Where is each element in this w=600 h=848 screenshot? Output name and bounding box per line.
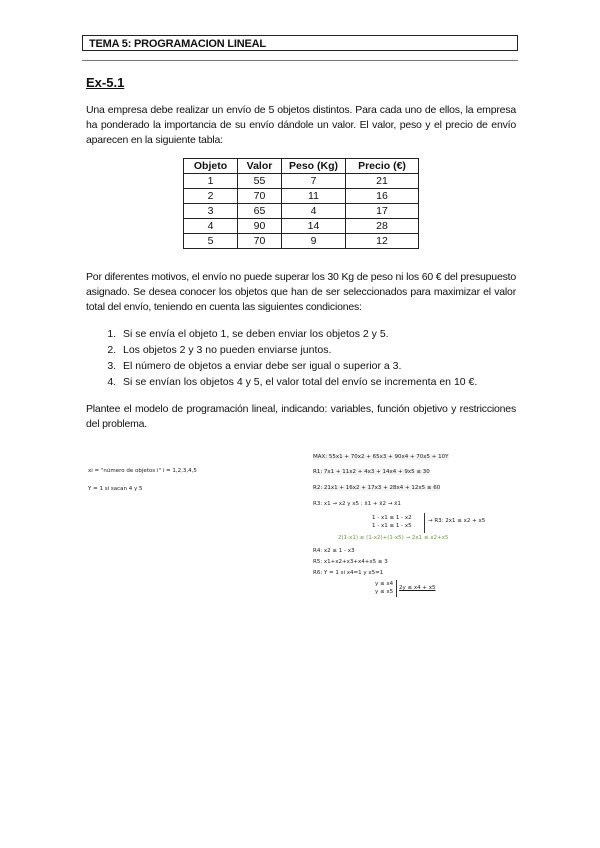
table-cell: 16 bbox=[346, 189, 419, 204]
header-title: TEMA 5: PROGRAMACION LINEAL bbox=[89, 38, 266, 50]
intro-paragraph: Una empresa debe realizar un envío de 5 objetos distintos. Para cada uno de ellos, la empresa ha ponderado la importancia de su envío dándole un valor. El valor, peso y el precio de envío aparecen en la siguiente tabla: bbox=[86, 104, 516, 146]
handwritten-r5: R5: x1+x2+x3+x4+x5 ≥ 3 bbox=[313, 559, 388, 565]
table-row bbox=[184, 174, 419, 189]
handwritten-r1: R1: 7x1 + 11x2 + 4x3 + 14x4 + 9x5 ≤ 30 bbox=[313, 469, 430, 475]
table-row bbox=[184, 234, 419, 249]
conditions-list bbox=[86, 326, 519, 390]
data-table bbox=[183, 158, 419, 249]
table-cell: 65 bbox=[238, 204, 282, 219]
header-divider bbox=[82, 60, 518, 61]
header-title-box bbox=[82, 35, 518, 51]
table-cell: 17 bbox=[346, 204, 419, 219]
handwritten-bracket bbox=[396, 580, 397, 597]
handwritten-r6b: y ≤ x5 bbox=[375, 589, 394, 595]
table-cell: 14 bbox=[282, 219, 346, 234]
table-row bbox=[184, 204, 419, 219]
table-cell: 11 bbox=[282, 189, 346, 204]
table-header-row bbox=[184, 159, 419, 174]
exercise-title: Ex-5.1 bbox=[86, 75, 125, 90]
table-header: Peso (Kg) bbox=[282, 159, 346, 174]
table-cell: 70 bbox=[238, 234, 282, 249]
list-item: 3. El número de objetos a enviar debe ser igual o superior a 3. bbox=[119, 358, 519, 374]
handwritten-green-note: 2(1-x1) ≥ (1-x2)+(1-x5) → 2x1 ≤ x2+x5 bbox=[338, 535, 449, 541]
table-cell: 1 bbox=[184, 174, 238, 189]
table-cell: 28 bbox=[346, 219, 419, 234]
handwritten-objective: MAX: 55x1 + 70x2 + 65x3 + 90x4 + 70x5 + 10Y bbox=[313, 454, 449, 460]
handwritten-r3: R3: x1 → x2 y x5 : x̄1 + x̄2 → x̄1 bbox=[313, 501, 401, 507]
table-cell: 90 bbox=[238, 219, 282, 234]
handwritten-r2: R2: 21x1 + 16x2 + 17x3 + 28x4 + 12x5 ≤ 60 bbox=[313, 485, 441, 491]
table-cell: 21 bbox=[346, 174, 419, 189]
task-paragraph: Plantee el modelo de programación lineal, indicando: variables, función objetivo y restricciones del problema. bbox=[86, 403, 516, 430]
table-row bbox=[184, 219, 419, 234]
table-cell: 12 bbox=[346, 234, 419, 249]
table-cell: 5 bbox=[184, 234, 238, 249]
constraints-paragraph: Por diferentes motivos, el envío no puede superar los 30 Kg de peso ni los 60 € del presupuesto asignado. Se desea conocer los objetos que han de ser seleccionados para maximizar el valor total del envío, teniendo en cuenta las siguientes condiciones: bbox=[86, 271, 516, 313]
handwritten-r3a: 1 - x1 ≤ 1 - x2 bbox=[372, 515, 412, 521]
handwritten-y-definition: Y = 1 si sacan 4 y 5 bbox=[88, 486, 143, 492]
table-cell: 7 bbox=[282, 174, 346, 189]
handwritten-r3c: → R3: 2x1 ≤ x2 + x5 bbox=[428, 518, 486, 524]
table-header: Precio (€) bbox=[346, 159, 419, 174]
table-cell: 2 bbox=[184, 189, 238, 204]
table-cell: 4 bbox=[282, 204, 346, 219]
list-item: 2. Los objetos 2 y 3 no pueden enviarse juntos. bbox=[119, 342, 519, 358]
handwritten-variable-definition: xi = "número de objetos i" i = 1,2,3,4,5 bbox=[88, 468, 197, 474]
table-cell: 9 bbox=[282, 234, 346, 249]
table-cell: 4 bbox=[184, 219, 238, 234]
handwritten-r3b: 1 - x1 ≤ 1 - x5 bbox=[372, 523, 412, 529]
table-cell: 3 bbox=[184, 204, 238, 219]
table-cell: 55 bbox=[238, 174, 282, 189]
table-header: Objeto bbox=[184, 159, 238, 174]
handwritten-r6a: y ≤ x4 bbox=[375, 581, 394, 587]
handwritten-r6c: 2y ≤ x4 + x5 bbox=[399, 585, 436, 591]
list-item: 1. Si se envía el objeto 1, se deben enviar los objetos 2 y 5. bbox=[119, 326, 519, 342]
handwritten-r4: R4: x2 ≤ 1 - x3 bbox=[313, 548, 355, 554]
table-row bbox=[184, 189, 419, 204]
table-cell: 70 bbox=[238, 189, 282, 204]
table-header: Valor bbox=[238, 159, 282, 174]
handwritten-bracket bbox=[424, 513, 425, 533]
list-item: 4. Si se envían los objetos 4 y 5, el valor total del envío se incrementa en 10 €. bbox=[119, 374, 519, 390]
handwritten-r6: R6: Y = 1 si x4=1 y x5=1 bbox=[313, 570, 384, 576]
